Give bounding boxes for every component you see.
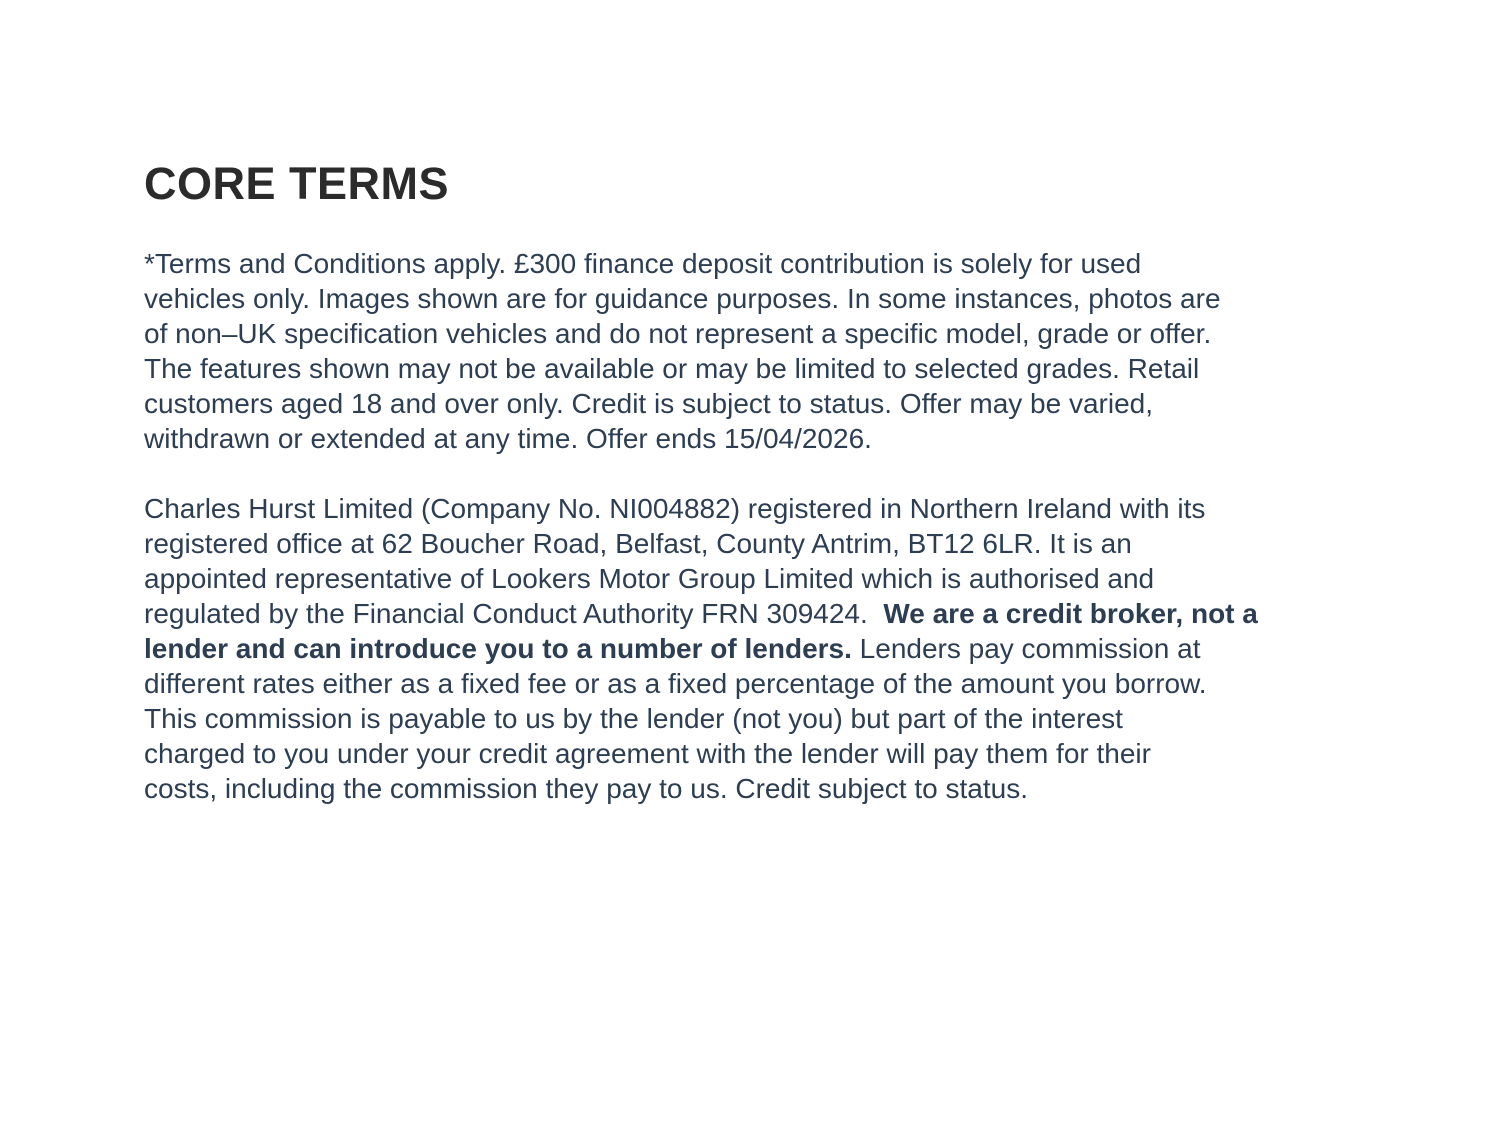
bold-text-run: We are a credit broker, not a xyxy=(883,598,1258,629)
text-run: *Terms and Conditions apply. £300 finance deposit contribution is solely for used xyxy=(144,248,1142,279)
text-run: Charles Hurst Limited (Company No. NI004882) registered in Northern Ireland with its xyxy=(144,493,1206,524)
text-line xyxy=(144,386,1360,421)
text-line xyxy=(144,596,1360,631)
text-run: different rates either as a fixed fee or as a fixed percentage of the amount you borrow. xyxy=(144,668,1207,699)
text-line xyxy=(144,631,1360,666)
text-run: costs, including the commission they pay to us. Credit subject to status. xyxy=(144,773,1028,804)
text-line xyxy=(144,666,1360,701)
text-line xyxy=(144,316,1360,351)
text-run: regulated by the Financial Conduct Authority FRN 309424. xyxy=(144,598,884,629)
text-line xyxy=(144,736,1360,771)
text-run: Lenders pay commission at xyxy=(851,633,1201,664)
page-title: CORE TERMS xyxy=(144,158,450,209)
paragraph xyxy=(144,246,1360,456)
text-run: withdrawn or extended at any time. Offer ends 15/04/2026. xyxy=(144,423,872,454)
text-line xyxy=(144,246,1360,281)
text-run: The features shown may not be available or may be limited to selected grades. Retail xyxy=(144,353,1200,384)
text-run: appointed representative of Lookers Motor Group Limited which is authorised and xyxy=(144,563,1155,594)
text-run: This commission is payable to us by the lender (not you) but part of the interest xyxy=(144,703,1123,734)
text-line xyxy=(144,491,1360,526)
bold-text-run: lender and can introduce you to a number of lenders. xyxy=(144,633,852,664)
paragraph xyxy=(144,491,1360,806)
text-run: customers aged 18 and over only. Credit is subject to status. Offer may be varied, xyxy=(144,388,1154,419)
text-run: registered office at 62 Boucher Road, Belfast, County Antrim, BT12 6LR. It is an xyxy=(144,528,1132,559)
text-run: charged to you under your credit agreement with the lender will pay them for their xyxy=(144,738,1151,769)
text-line xyxy=(144,771,1360,806)
text-line xyxy=(144,281,1360,316)
text-run: vehicles only. Images shown are for guidance purposes. In some instances, photos are xyxy=(144,283,1221,314)
text-line xyxy=(144,701,1360,736)
text-line xyxy=(144,561,1360,596)
text-run: of non–UK specification vehicles and do not represent a specific model, grade or offer. xyxy=(144,318,1212,349)
text-line xyxy=(144,526,1360,561)
text-line xyxy=(144,351,1360,386)
text-line xyxy=(144,421,1360,456)
terms-text xyxy=(144,246,1360,806)
